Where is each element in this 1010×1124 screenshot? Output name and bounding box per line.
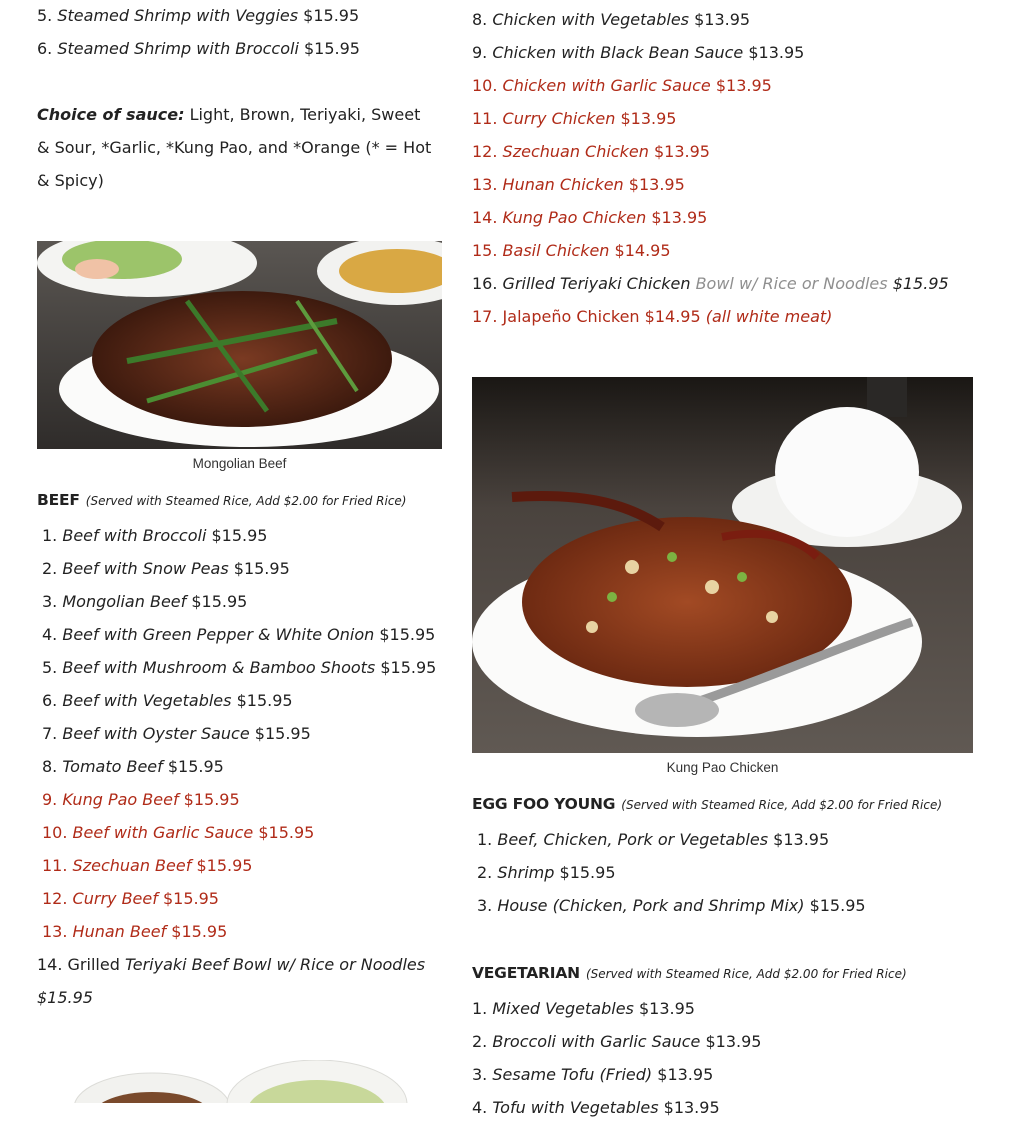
menu-item-spicy: 11. Curry Chicken $13.95 <box>472 109 677 128</box>
sauce-text: Light, Brown, Teriyaki, Sweet & Sour, *Garlic, *Kung Pao, and *Orange (* = Hot & Spicy) <box>37 105 432 190</box>
photo-caption: Mongolian Beef <box>192 456 287 471</box>
menu-item: 8. Tomato Beef $15.95 <box>42 757 224 776</box>
beef-section-heading <box>37 490 407 509</box>
item-name: Steamed Shrimp with Veggies <box>57 6 299 25</box>
teriyaki-bowl-image <box>72 1060 412 1103</box>
item-name: Steamed Shrimp with Broccoli <box>57 39 299 58</box>
mongolian-beef-photo <box>37 241 442 449</box>
item-number: 6. <box>37 39 53 58</box>
vegetarian-section-heading <box>472 963 907 982</box>
menu-item-spicy: 11. Szechuan Beef $15.95 <box>42 856 253 875</box>
menu-item: 9. Chicken with Black Bean Sauce $13.95 <box>472 43 805 62</box>
menu-item-spicy: 12. Szechuan Chicken $13.95 <box>472 142 710 161</box>
menu-item: 2. Broccoli with Garlic Sauce $13.95 <box>472 1032 762 1051</box>
menu-item-spicy: 10. Beef with Garlic Sauce $15.95 <box>42 823 315 842</box>
section-title: EGG FOO YOUNG <box>472 795 616 813</box>
menu-item: 2. Shrimp $15.95 <box>477 863 616 882</box>
menu-item: 5. Beef with Mushroom & Bamboo Shoots $15.95 <box>42 658 437 677</box>
menu-item <box>37 0 359 32</box>
menu-item: 1. Mixed Vegetables $13.95 <box>472 999 695 1018</box>
photo-caption: Kung Pao Chicken <box>666 760 779 775</box>
bowl-photo <box>72 1060 412 1103</box>
menu-item: 4. Tofu with Vegetables $13.95 <box>472 1098 720 1117</box>
menu-item: 7. Beef with Oyster Sauce $15.95 <box>42 724 311 743</box>
menu-item-spicy: 15. Basil Chicken $14.95 <box>472 241 671 260</box>
section-title: BEEF <box>37 491 80 509</box>
menu-item: 3. Sesame Tofu (Fried) $13.95 <box>472 1065 714 1084</box>
section-note: (Served with Steamed Rice, Add $2.00 for Fried Rice) <box>85 494 407 508</box>
menu-item-spicy: 9. Kung Pao Beef $15.95 <box>42 790 240 809</box>
item-number: 5. <box>37 6 53 25</box>
sauce-paragraph <box>37 98 437 197</box>
sauce-label: Choice of sauce: <box>37 105 185 124</box>
menu-item-spicy: 14. Kung Pao Chicken $13.95 <box>472 208 708 227</box>
menu-item: 1. Beef, Chicken, Pork or Vegetables $13.95 <box>477 830 830 849</box>
mongolian-beef-image <box>37 241 442 449</box>
menu-item: 14. Grilled Teriyaki Beef Bowl w/ Rice or Noodles $15.95 <box>37 955 426 1007</box>
menu-item-spicy: 17. Jalapeño Chicken $14.95 (all white meat) <box>472 307 833 326</box>
item-price: $15.95 <box>304 39 360 58</box>
menu-item: 6. Beef with Vegetables $15.95 <box>42 691 293 710</box>
menu-item <box>37 32 360 65</box>
kung-pao-chicken-photo <box>472 377 973 753</box>
egg-foo-young-section-heading <box>472 794 942 813</box>
section-note: (Served with Steamed Rice, Add $2.00 for Fried Rice) <box>621 798 943 812</box>
menu-item-spicy: 10. Chicken with Garlic Sauce $13.95 <box>472 76 772 95</box>
section-title: VEGETARIAN <box>472 964 580 982</box>
menu-item: 16. Grilled Teriyaki Chicken Bowl w/ Rice or Noodles $15.95 <box>472 274 949 293</box>
menu-item-spicy: 12. Curry Beef $15.95 <box>42 889 219 908</box>
menu-item-spicy: 13. Hunan Chicken $13.95 <box>472 175 685 194</box>
menu-item: 1. Beef with Broccoli $15.95 <box>42 526 268 545</box>
section-note: (Served with Steamed Rice, Add $2.00 for Fried Rice) <box>585 967 907 981</box>
menu-item: 8. Chicken with Vegetables $13.95 <box>472 10 751 29</box>
menu-item: 4. Beef with Green Pepper & White Onion $15.95 <box>42 625 436 644</box>
menu-item: 2. Beef with Snow Peas $15.95 <box>42 559 290 578</box>
menu-item: 3. House (Chicken, Pork and Shrimp Mix) $15.95 <box>477 896 866 915</box>
item-price: $15.95 <box>303 6 360 25</box>
menu-item: 3. Mongolian Beef $15.95 <box>42 592 248 611</box>
kung-pao-chicken-image <box>472 377 973 753</box>
menu-item-spicy: 13. Hunan Beef $15.95 <box>42 922 228 941</box>
